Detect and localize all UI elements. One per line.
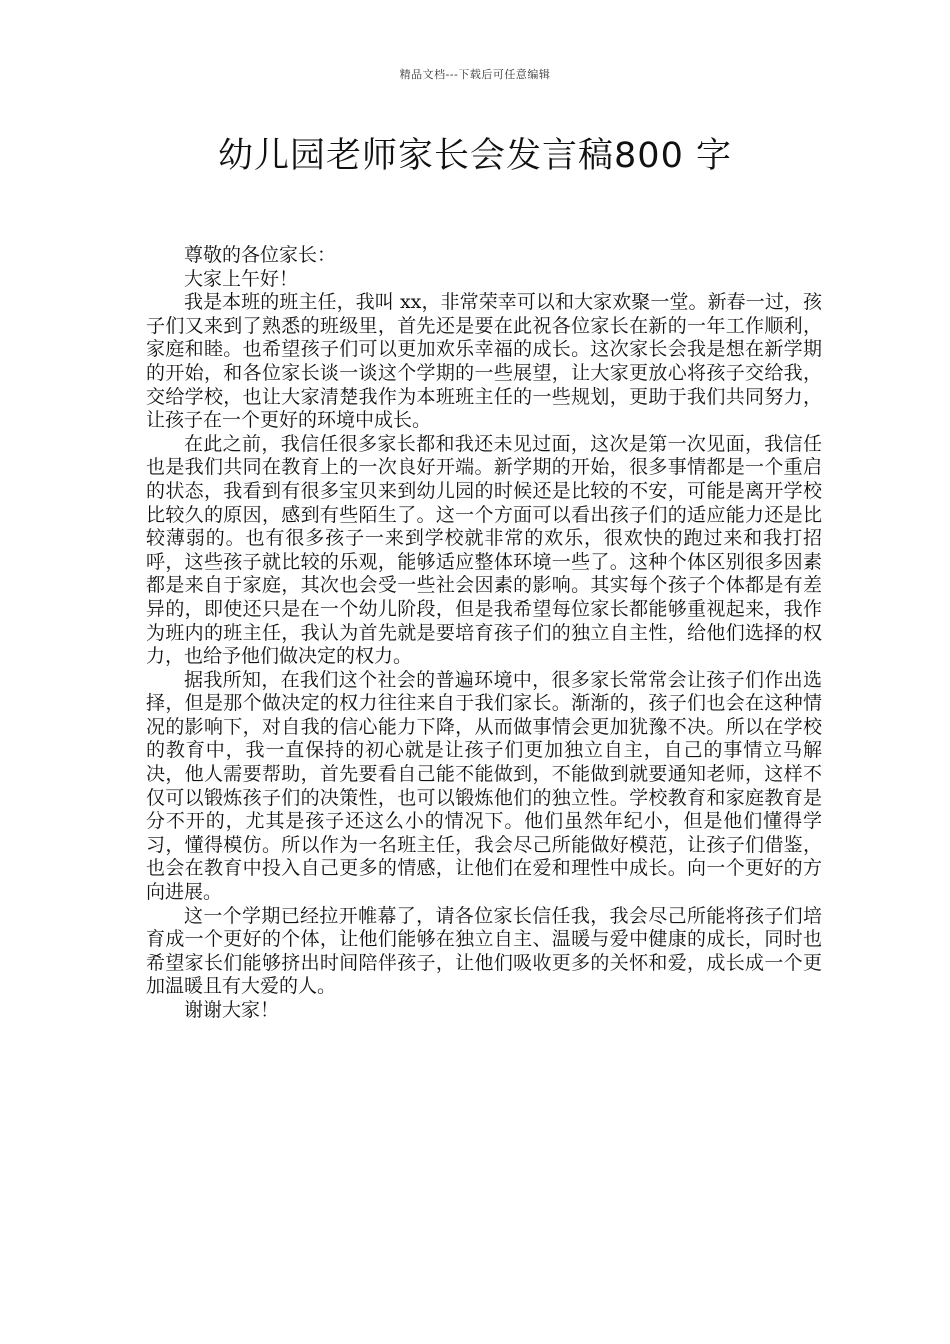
document-body [146,244,822,1023]
paragraph: 在此之前，我信任很多家长都和我还未见过面，这次是第一次见面，我信任也是我们共同在教育上的一次良好开端。新学期的开始，很多事情都是一个重启的状态，我看到有很多宝贝来到幼儿园的时候还是比较的不安，可能是离开学校比较久的原因，感到有些陌生了。这一个方面可以看出孩子们的适应能力还是比较薄弱的。也有很多孩子一来到学校就非常的欢乐，很欢快的跑过来和我打招呼，这些孩子就比较的乐观，能够适应整体环境一些了。这种个体区别很多因素都是来自于家庭，其次也会受一些社会因素的影响。其实每个孩子个体都是有差异的，即使还只是在一个幼儿阶段，但是我希望每位家长都能够重视起来，我作为班内的班主任，我认为首先就是要培育孩子们的独立自主性，给他们选择的权力，也给予他们做决定的权力。 [146,432,822,668]
greeting: 大家上午好！ [184,267,299,290]
paragraph: 我是本班的班主任，我叫 xx，非常荣幸可以和大家欢聚一堂。新春一过，孩子们又来到了熟悉的班级里，首先还是要在此祝各位家长在新的一年工作顺利，家庭和睦。也希望孩子们可以更加欢乐幸福的成长。这次家长会我是想在新学期的开始，和各位家长谈一谈这个学期的一些展望，让大家更放心将孩子交给我，交给学校，也让大家清楚我作为本班班主任的一些规划，更助于我们共同努力，让孩子在一个更好的环境中成长。 [146,291,822,432]
document-title: 幼儿园老师家长会发言稿800 字 [218,136,732,176]
paragraph: 这一个学期已经拉开帷幕了，请各位家长信任我，我会尽己所能将孩子们培育成一个更好的个体，让他们能够在独立自主、温暖与爱中健康的成长，同时也希望家长们能够挤出时间陪伴孩子，让他们吸收更多的关怀和爱，成长成一个更加温暖且有大爱的人。 [146,904,822,998]
header-note: 精品文档---下载后可任意编辑 [399,68,551,81]
paragraph: 据我所知，在我们这个社会的普遍环境中，很多家长常常会让孩子们作出选择，但是那个做决定的权力往往来自于我们家长。渐渐的，孩子们也会在这种情况的影响下，对自我的信心能力下降，从而做事情会更加犹豫不决。所以在学校的教育中，我一直保持的初心就是让孩子们更加独立自主，自己的事情立马解决，他人需要帮助，首先要看自己能不能做到，不能做到就要通知老师，这样不仅可以锻炼孩子们的决策性，也可以锻炼他们的独立性。学校教育和家庭教育是分不开的，尤其是孩子还这么小的情况下。他们虽然年纪小，但是他们懂得学习，懂得模仿。所以作为一名班主任，我会尽己所能做好模范，让孩子们借鉴，也会在教育中投入自己更多的情感，让他们在爱和理性中成长。向一个更好的方向进展。 [146,668,822,904]
salutation: 尊敬的各位家长： [184,244,337,266]
closing: 谢谢大家！ [184,999,280,1021]
